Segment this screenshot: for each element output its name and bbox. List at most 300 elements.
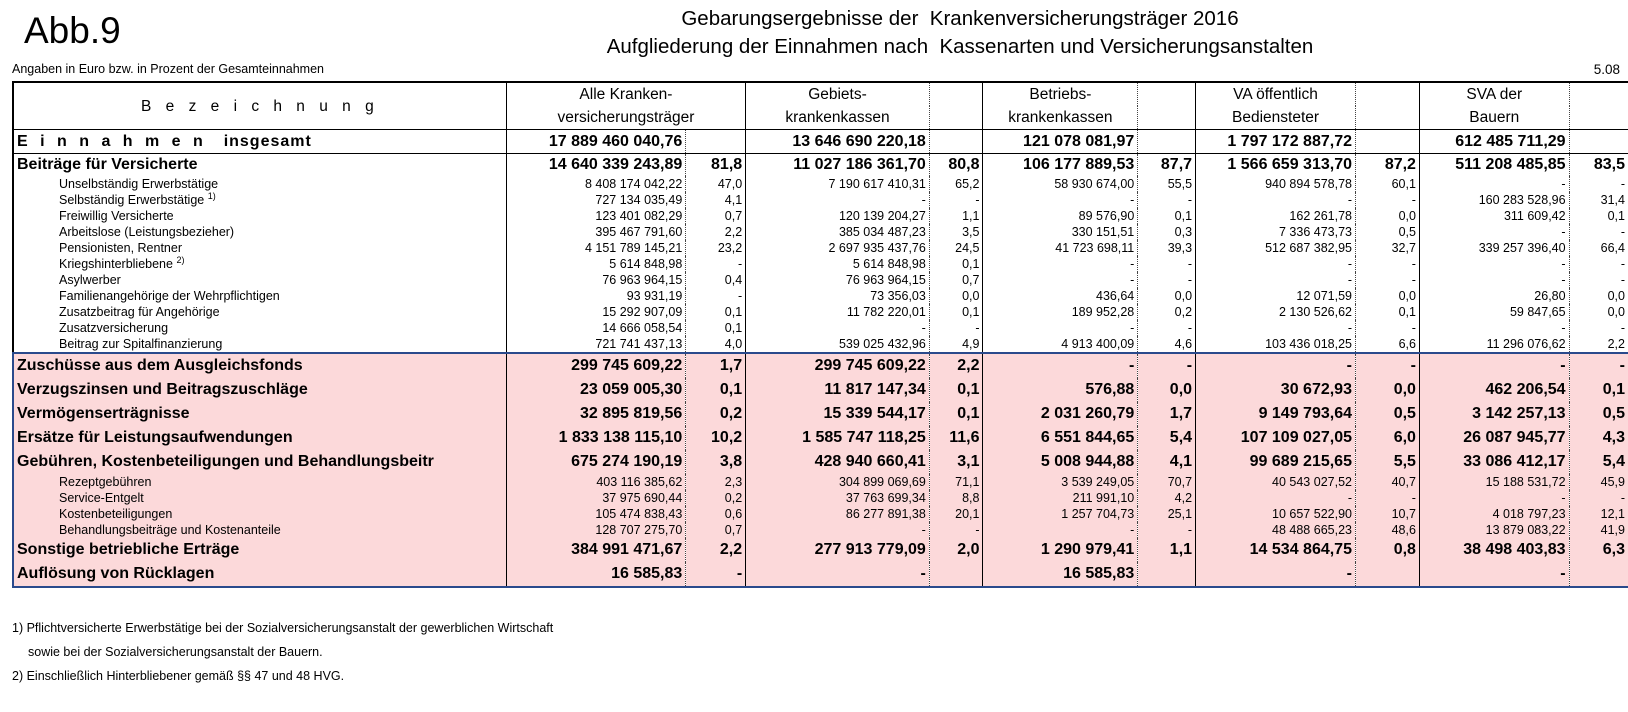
percent-cell: 70,7: [1138, 474, 1196, 490]
header-row-1: [13, 82, 1628, 106]
amount-cell: -: [746, 192, 930, 208]
row-label: [13, 506, 506, 522]
amount-cell: 576,88: [983, 378, 1138, 402]
row-label: [13, 538, 506, 562]
amount-cell: 11 296 076,62: [1419, 336, 1569, 353]
amount-cell: 384 991 471,67: [506, 538, 686, 562]
footnote-1-cont: sowie bei der Sozialversicherungsanstalt der Bauern.: [28, 645, 323, 659]
percent-cell: -: [1620, 225, 1625, 239]
percent-cell: 0,1: [929, 378, 983, 402]
percent-cell: -: [1355, 490, 1419, 506]
amount-cell: 1 257 704,73: [983, 506, 1138, 522]
amount-cell: 1 585 747 118,25: [746, 426, 930, 450]
amount-cell: 511 208 485,85: [1419, 154, 1569, 177]
amount-cell: -: [746, 320, 930, 336]
percent-cell: 23,2: [686, 240, 746, 256]
amount-cell: 16 585,83: [983, 562, 1138, 587]
table-row: [13, 562, 1628, 587]
percent-cell: 32,7: [1355, 240, 1419, 256]
percent-cell: -: [1355, 256, 1419, 272]
percent-cell: 60,1: [1355, 176, 1419, 192]
amount-cell: 16 585,83: [506, 562, 686, 587]
amount-cell: 106 177 889,53: [983, 154, 1138, 177]
amount-cell: 30 672,93: [1196, 378, 1356, 402]
table-row: [13, 208, 1628, 224]
amount-cell: 1 833 138 115,10: [506, 426, 686, 450]
row-label: [13, 450, 506, 474]
row-label: [13, 320, 506, 336]
amount-cell: -: [1419, 256, 1569, 272]
percent-cell: -: [1138, 272, 1196, 288]
total-value: 13 646 690 220,18: [746, 130, 930, 154]
amount-cell: 11 817 147,34: [746, 378, 930, 402]
amount-cell: 436,64: [983, 288, 1138, 304]
amount-cell: -: [983, 522, 1138, 538]
row-label-text: Asylwerber: [59, 273, 121, 287]
row-label-text: Unselbständig Erwerbstätige: [59, 177, 219, 191]
percent-cell: 87,2: [1355, 154, 1419, 177]
amount-cell: 5 614 848,98: [506, 256, 686, 272]
row-label: [13, 288, 506, 304]
table-row: [13, 288, 1628, 304]
percent-cell: 24,5: [929, 240, 983, 256]
header-col-va-line1: VA öffentlich: [1196, 82, 1356, 106]
amount-cell: 462 206,54: [1419, 378, 1569, 402]
units-note: Angaben in Euro bzw. in Prozent der Gesamteinnahmen: [12, 62, 324, 76]
percent-cell: 0,1: [686, 378, 746, 402]
percent-cell: -: [1138, 256, 1196, 272]
amount-cell: -: [1419, 320, 1569, 336]
row-label: [13, 490, 506, 506]
amount-cell: 330 151,51: [983, 224, 1138, 240]
amount-cell: 4 913 400,09: [983, 336, 1138, 353]
total-value: 121 078 081,97: [983, 130, 1138, 154]
amount-cell: -: [1419, 490, 1569, 506]
percent-cell: -: [1355, 192, 1419, 208]
row-label-text: Sonstige betriebliche Erträge: [17, 541, 240, 558]
table-code: 5.08: [1593, 62, 1620, 77]
footnote-2: 2) Einschließlich Hinterbliebener gemäß §§ 47 und 48 HVG.: [12, 669, 345, 683]
percent-cell: 0,1: [929, 402, 983, 426]
percent-cell: 0,2: [1138, 304, 1196, 320]
amount-cell: 339 257 396,40: [1419, 240, 1569, 256]
amount-cell: 12 071,59: [1196, 288, 1356, 304]
row-label-text: Zusatzversicherung: [59, 321, 169, 335]
header-col-betriebs-pct2: [1138, 106, 1196, 130]
amount-cell: 428 940 660,41: [746, 450, 930, 474]
amount-cell: -: [1419, 562, 1569, 587]
amount-cell: 299 745 609,22: [746, 353, 930, 378]
amount-cell: -: [1196, 320, 1356, 336]
percent-cell: -: [1355, 353, 1419, 378]
row-label: [13, 353, 506, 378]
percent-cell: 0,4: [686, 272, 746, 288]
percent-cell: 4,1: [1138, 450, 1196, 474]
percent-cell: 4,3: [1569, 426, 1628, 450]
row-label: [13, 208, 506, 224]
total-pct: [929, 130, 983, 154]
percent-cell: -: [686, 288, 746, 304]
percent-cell: 0,0: [1355, 208, 1419, 224]
percent-cell: 47,0: [686, 176, 746, 192]
amount-cell: 59 847,65: [1419, 304, 1569, 320]
percent-cell: [929, 562, 983, 587]
amount-cell: -: [1419, 353, 1569, 378]
percent-cell: 0,7: [686, 208, 746, 224]
header-col-gebiets-pct: [929, 82, 983, 106]
row-label: [13, 522, 506, 538]
header-col-gebiets-line2: krankenkassen: [746, 106, 930, 130]
header-col-all-line1: Alle Kranken-: [506, 82, 745, 106]
table-row: [13, 378, 1628, 402]
percent-cell: 0,0: [1607, 305, 1625, 319]
amount-cell: 93 931,19: [506, 288, 686, 304]
amount-cell: -: [1196, 272, 1356, 288]
row-label-text: Zusatzbeitrag für Angehörige: [59, 305, 220, 319]
amount-cell: 1 290 979,41: [983, 538, 1138, 562]
amount-cell: 7 190 617 410,31: [746, 176, 930, 192]
percent-cell: 11,6: [929, 426, 983, 450]
percent-cell: 1,1: [929, 208, 983, 224]
amount-cell: 727 134 035,49: [506, 192, 686, 208]
percent-cell: 0,0: [929, 288, 983, 304]
amount-cell: 539 025 432,96: [746, 336, 930, 353]
amount-cell: 76 963 964,15: [746, 272, 930, 288]
amount-cell: 105 474 838,43: [506, 506, 686, 522]
percent-cell: 41,9: [1569, 522, 1628, 538]
row-label: [13, 402, 506, 426]
header-col-sva-pct2: [1569, 106, 1628, 130]
table-row: [13, 240, 1628, 256]
amount-cell: -: [1196, 490, 1356, 506]
amount-cell: -: [983, 256, 1138, 272]
table-row: [13, 522, 1628, 538]
row-label: [13, 224, 506, 240]
header-col-gebiets-line1: Gebiets-: [746, 82, 930, 106]
percent-cell: 0,1: [686, 304, 746, 320]
amount-cell: -: [1196, 353, 1356, 378]
amount-cell: 123 401 082,29: [506, 208, 686, 224]
percent-cell: 0,1: [1138, 208, 1196, 224]
amount-cell: -: [983, 272, 1138, 288]
percent-cell: 0,1: [929, 304, 983, 320]
amount-cell: 58 930 674,00: [983, 176, 1138, 192]
percent-cell: 5,5: [1355, 450, 1419, 474]
amount-cell: -: [1196, 192, 1356, 208]
total-pct: [1355, 130, 1419, 154]
revenue-table: [12, 81, 1628, 588]
percent-cell: 5,4: [1569, 450, 1628, 474]
row-label-text: Familienangehörige der Wehrpflichtigen: [59, 289, 280, 303]
amount-cell: 160 283 528,96: [1419, 192, 1569, 208]
percent-cell: 80,8: [929, 154, 983, 177]
percent-cell: 4,6: [1138, 336, 1196, 353]
page-title: [560, 5, 1360, 61]
percent-cell: 0,8: [1355, 538, 1419, 562]
amount-cell: -: [1196, 562, 1356, 587]
header-col-sva-line2: Bauern: [1419, 106, 1569, 130]
percent-cell: 3,5: [929, 224, 983, 240]
row-label-text: Verzugszinsen und Beitragszuschläge: [17, 381, 308, 398]
percent-cell: 0,1: [1569, 378, 1628, 402]
row-label: [13, 192, 506, 208]
total-label: [13, 130, 506, 154]
percent-cell: 0,0: [1138, 288, 1196, 304]
amount-cell: 2 130 526,62: [1196, 304, 1356, 320]
total-value: 17 889 460 040,76: [506, 130, 686, 154]
amount-cell: 103 436 018,25: [1196, 336, 1356, 353]
total-label-b: insgesamt: [223, 133, 312, 150]
row-label-text: Vermögenserträgnisse: [17, 405, 190, 422]
percent-cell: -: [1620, 177, 1625, 191]
percent-cell: 39,3: [1138, 240, 1196, 256]
percent-cell: 31,4: [1600, 193, 1625, 207]
header-col-gebiets-pct2: [929, 106, 983, 130]
percent-cell: 0,2: [686, 402, 746, 426]
percent-cell: 25,1: [1138, 506, 1196, 522]
amount-cell: 41 723 698,11: [983, 240, 1138, 256]
table-row: [13, 506, 1628, 522]
row-label: [13, 272, 506, 288]
amount-cell: 403 116 385,62: [506, 474, 686, 490]
amount-cell: 299 745 609,22: [506, 353, 686, 378]
percent-cell: 1,7: [1138, 402, 1196, 426]
percent-cell: 0,0: [1607, 289, 1625, 303]
percent-cell: 20,1: [929, 506, 983, 522]
amount-cell: 38 498 403,83: [1419, 538, 1569, 562]
table-row: [13, 474, 1628, 490]
row-label-text: Kostenbeteiligungen: [59, 507, 173, 521]
amount-cell: 128 707 275,70: [506, 522, 686, 538]
amount-cell: 14 534 864,75: [1196, 538, 1356, 562]
percent-cell: [1138, 562, 1196, 587]
total-pct: [686, 130, 746, 154]
row-label: [13, 176, 506, 192]
row-label-text: Beitrag zur Spitalfinanzierung: [59, 337, 223, 351]
percent-cell: 0,5: [1569, 402, 1628, 426]
amount-cell: -: [983, 320, 1138, 336]
percent-cell: 4,1: [686, 192, 746, 208]
table-row: [13, 304, 1628, 320]
footnote-1: 1) Pflichtversicherte Erwerbstätige bei der Sozialversicherungsanstalt der gewerblichen Wirtschaft: [12, 621, 554, 635]
amount-cell: 107 109 027,05: [1196, 426, 1356, 450]
table-row: [13, 176, 1628, 192]
footnote-ref: 2): [176, 256, 185, 265]
amount-cell: 512 687 382,95: [1196, 240, 1356, 256]
percent-cell: -: [1138, 320, 1196, 336]
amount-cell: 3 539 249,05: [983, 474, 1138, 490]
table-row: [13, 426, 1628, 450]
percent-cell: 6,3: [1569, 538, 1628, 562]
percent-cell: 55,5: [1138, 176, 1196, 192]
percent-cell: 3,1: [929, 450, 983, 474]
row-label-text: Gebühren, Kostenbeteiligungen und Behandlungsbeitr: [17, 453, 434, 470]
table-row: [13, 272, 1628, 288]
title-line-1: Gebarungsergebnisse der Krankenversicherungsträger 2016: [681, 7, 1239, 30]
amount-cell: 162 261,78: [1196, 208, 1356, 224]
percent-cell: -: [1620, 273, 1625, 287]
row-label-text: Zuschüsse aus dem Ausgleichsfonds: [17, 357, 303, 374]
amount-cell: 277 913 779,09: [746, 538, 930, 562]
amount-cell: 9 149 793,64: [1196, 402, 1356, 426]
amount-cell: 15 188 531,72: [1419, 474, 1569, 490]
percent-cell: 0,1: [686, 320, 746, 336]
amount-cell: 40 543 027,52: [1196, 474, 1356, 490]
header-col-betriebs-line2: krankenkassen: [983, 106, 1138, 130]
amount-cell: 5 008 944,88: [983, 450, 1138, 474]
percent-cell: 81,8: [686, 154, 746, 177]
table-row: [13, 154, 1628, 177]
table-row: [13, 450, 1628, 474]
header-col-betriebs-pct: [1138, 82, 1196, 106]
header-col-va-pct: [1355, 82, 1419, 106]
percent-cell: 2,2: [929, 353, 983, 378]
percent-cell: 71,1: [929, 474, 983, 490]
amount-cell: 37 975 690,44: [506, 490, 686, 506]
percent-cell: -: [929, 192, 983, 208]
amount-cell: 99 689 215,65: [1196, 450, 1356, 474]
amount-cell: 23 059 005,30: [506, 378, 686, 402]
percent-cell: 1,7: [686, 353, 746, 378]
amount-cell: 48 488 665,23: [1196, 522, 1356, 538]
total-label-a: E i n n a h m e n: [17, 133, 207, 150]
amount-cell: 120 139 204,27: [746, 208, 930, 224]
percent-cell: 5,4: [1138, 426, 1196, 450]
amount-cell: 211 991,10: [983, 490, 1138, 506]
percent-cell: 8,8: [929, 490, 983, 506]
total-value: 612 485 711,29: [1419, 130, 1569, 154]
row-label-text: Beiträge für Versicherte: [17, 156, 198, 173]
percent-cell: 2,3: [686, 474, 746, 490]
percent-cell: -: [1620, 321, 1625, 335]
percent-cell: 0,5: [1355, 402, 1419, 426]
percent-cell: 4,2: [1138, 490, 1196, 506]
amount-cell: 13 879 083,22: [1419, 522, 1569, 538]
amount-cell: 395 467 791,60: [506, 224, 686, 240]
percent-cell: 3,8: [686, 450, 746, 474]
amount-cell: 11 782 220,01: [746, 304, 930, 320]
table-row: [13, 490, 1628, 506]
amount-cell: 4 151 789 145,21: [506, 240, 686, 256]
amount-cell: 14 666 058,54: [506, 320, 686, 336]
percent-cell: -: [1569, 353, 1628, 378]
header-col-betriebs-line1: Betriebs-: [983, 82, 1138, 106]
row-label-text: Pensionisten, Rentner: [59, 241, 182, 255]
row-label-text: Arbeitslose (Leistungsbezieher): [59, 225, 235, 239]
percent-cell: 0,6: [686, 506, 746, 522]
amount-cell: -: [746, 522, 930, 538]
row-label-text: Ersätze für Leistungsaufwendungen: [17, 429, 293, 446]
amount-cell: 11 027 186 361,70: [746, 154, 930, 177]
percent-cell: 83,5: [1593, 156, 1625, 173]
amount-cell: 721 741 437,13: [506, 336, 686, 353]
percent-cell: -: [686, 562, 746, 587]
amount-cell: 3 142 257,13: [1419, 402, 1569, 426]
percent-cell: 48,6: [1355, 522, 1419, 538]
row-label-text: Rezeptgebühren: [59, 475, 152, 489]
percent-cell: 4,0: [686, 336, 746, 353]
percent-cell: -: [929, 320, 983, 336]
percent-cell: -: [929, 522, 983, 538]
amount-cell: -: [983, 353, 1138, 378]
percent-cell: 40,7: [1355, 474, 1419, 490]
amount-cell: 5 614 848,98: [746, 256, 930, 272]
percent-cell: 66,4: [1600, 241, 1625, 255]
header-col-sva-pct: [1569, 82, 1628, 106]
percent-cell: 2,2: [686, 538, 746, 562]
amount-cell: 311 609,42: [1419, 208, 1569, 224]
table-row: [13, 224, 1628, 240]
amount-cell: 189 952,28: [983, 304, 1138, 320]
amount-cell: 15 339 544,17: [746, 402, 930, 426]
percent-cell: 0,2: [686, 490, 746, 506]
percent-cell: 4,9: [929, 336, 983, 353]
table-row: [13, 336, 1628, 353]
amount-cell: 26,80: [1419, 288, 1569, 304]
amount-cell: 26 087 945,77: [1419, 426, 1569, 450]
table-row: [13, 320, 1628, 336]
amount-cell: 4 018 797,23: [1419, 506, 1569, 522]
amount-cell: 2 697 935 437,76: [746, 240, 930, 256]
percent-cell: 0,1: [1607, 209, 1625, 223]
percent-cell: 0,0: [1355, 288, 1419, 304]
row-label: [13, 256, 506, 272]
percent-cell: -: [1355, 320, 1419, 336]
row-label-text: Freiwillig Versicherte: [59, 209, 174, 223]
amount-cell: 6 551 844,65: [983, 426, 1138, 450]
percent-cell: -: [1569, 490, 1628, 506]
amount-cell: 385 034 487,23: [746, 224, 930, 240]
amount-cell: -: [983, 192, 1138, 208]
percent-cell: 0,7: [929, 272, 983, 288]
header-col-va-line2: Bediensteter: [1196, 106, 1356, 130]
percent-cell: 45,9: [1569, 474, 1628, 490]
row-label-text: Kriegshinterbliebene: [59, 257, 173, 271]
amount-cell: 73 356,03: [746, 288, 930, 304]
amount-cell: 1 566 659 313,70: [1196, 154, 1356, 177]
amount-cell: 33 086 412,17: [1419, 450, 1569, 474]
amount-cell: -: [1419, 176, 1569, 192]
row-label: [13, 240, 506, 256]
percent-cell: [1355, 562, 1419, 587]
amount-cell: 940 894 578,78: [1196, 176, 1356, 192]
amount-cell: -: [1196, 256, 1356, 272]
percent-cell: [1569, 562, 1628, 587]
table-row: [13, 402, 1628, 426]
title-line-2: Aufgliederung der Einnahmen nach Kassenarten und Versicherungsanstalten: [606, 35, 1314, 58]
percent-cell: -: [1138, 522, 1196, 538]
amount-cell: 14 640 339 243,89: [506, 154, 686, 177]
row-label: [13, 304, 506, 320]
amount-cell: 10 657 522,90: [1196, 506, 1356, 522]
amount-cell: 89 576,90: [983, 208, 1138, 224]
percent-cell: 2,2: [686, 224, 746, 240]
table-row: [13, 538, 1628, 562]
footnote-ref: 1): [207, 192, 216, 201]
row-label: [13, 474, 506, 490]
total-value: 1 797 172 887,72: [1196, 130, 1356, 154]
percent-cell: 0,1: [929, 256, 983, 272]
figure-label: Abb.9: [24, 10, 121, 51]
amount-cell: 8 408 174 042,22: [506, 176, 686, 192]
percent-cell: -: [1620, 257, 1625, 271]
percent-cell: 6,0: [1355, 426, 1419, 450]
percent-cell: 2,0: [929, 538, 983, 562]
amount-cell: -: [1419, 272, 1569, 288]
amount-cell: 32 895 819,56: [506, 402, 686, 426]
row-label: [13, 154, 506, 177]
percent-cell: 65,2: [929, 176, 983, 192]
